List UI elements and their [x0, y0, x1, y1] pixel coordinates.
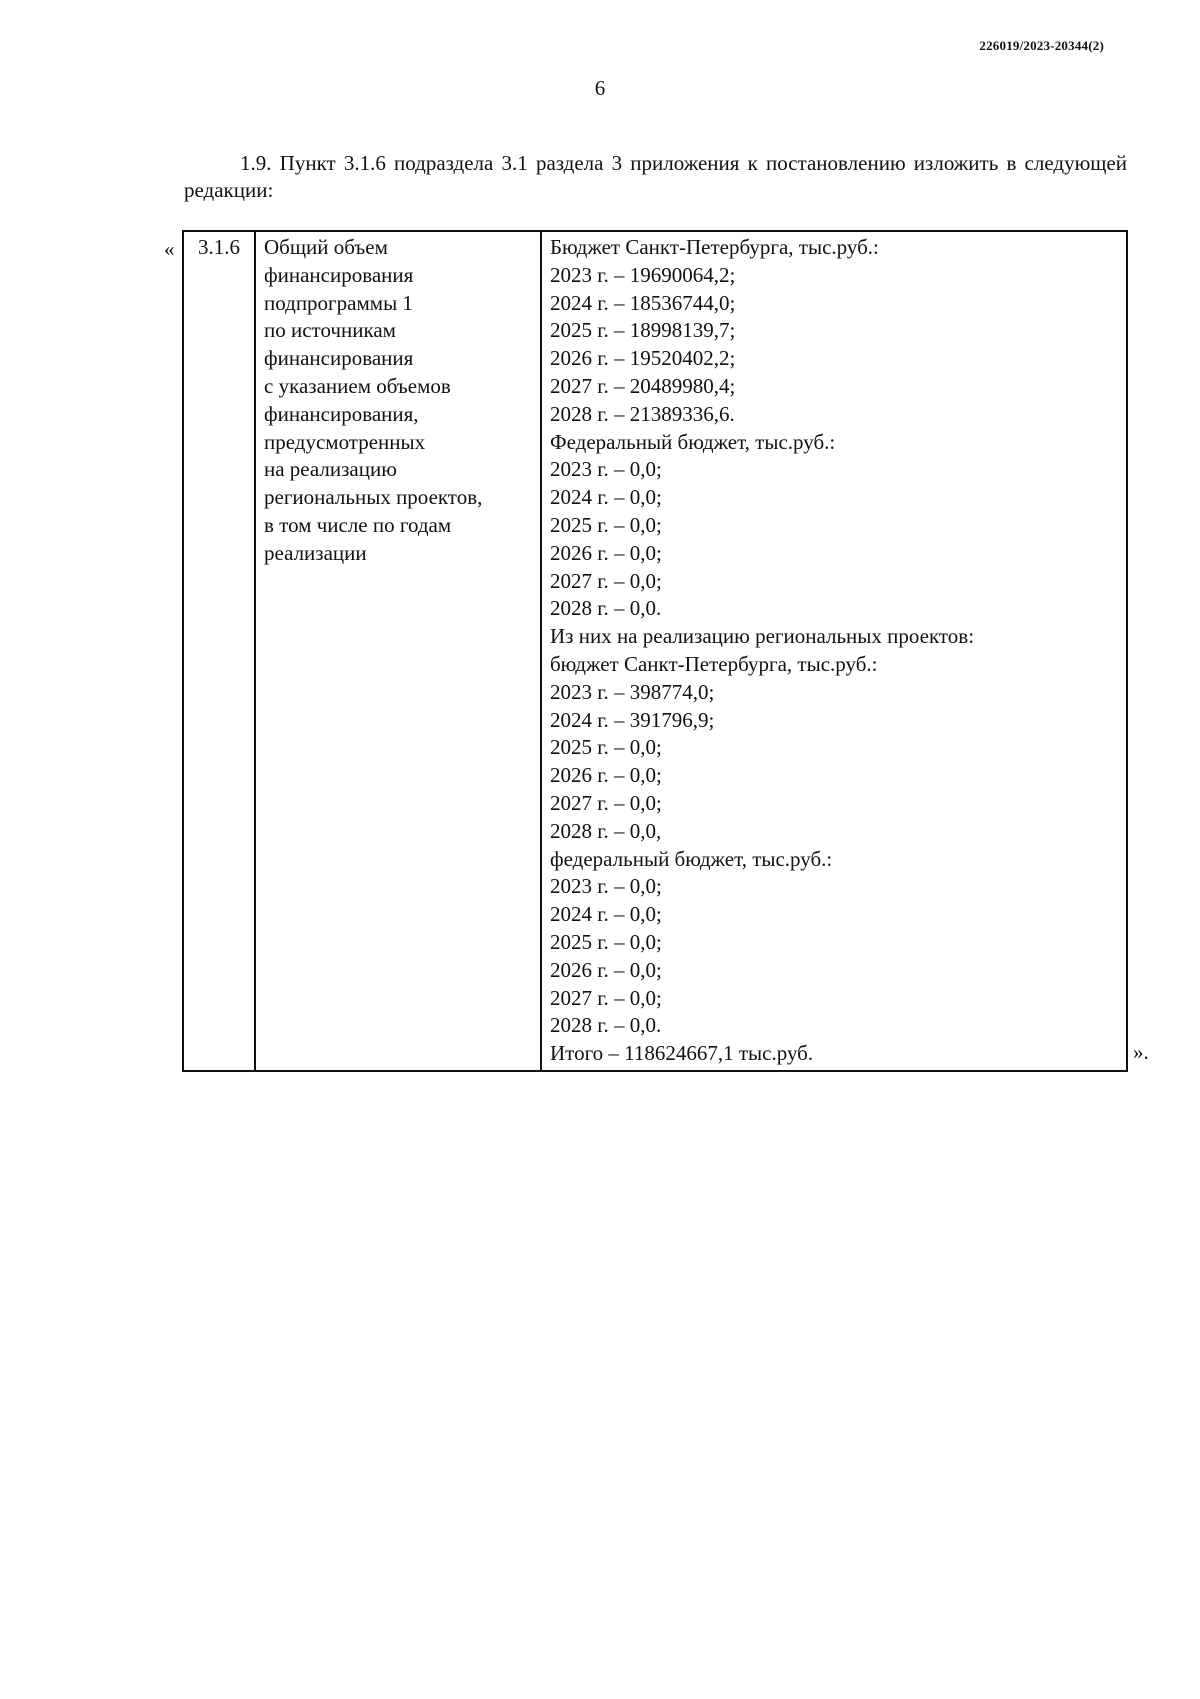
- description-line: финансирования: [264, 346, 414, 371]
- financing-value-line: 2024 г. – 18536744,0;: [550, 290, 736, 315]
- financing-value-line: 2027 г. – 0,0;: [550, 985, 662, 1010]
- financing-value-line: 2026 г. – 0,0;: [550, 957, 662, 982]
- description-line: на реализацию: [264, 457, 397, 482]
- financing-value-line: бюджет Санкт-Петербурга, тыс.руб.:: [550, 651, 878, 676]
- table-row: [183, 231, 1127, 1071]
- item-number: 3.1.6: [198, 235, 240, 259]
- financing-value-line: 2023 г. – 398774,0;: [550, 679, 715, 704]
- values-cell: [541, 231, 1127, 1071]
- financing-value-line: 2025 г. – 18998139,7;: [550, 318, 736, 343]
- financing-value-line: 2025 г. – 0,0;: [550, 735, 662, 760]
- description-line: подпрограммы 1: [264, 290, 413, 315]
- description-line: по источникам: [264, 318, 396, 343]
- description-line: реализации: [264, 540, 367, 565]
- financing-value-line: 2027 г. – 0,0;: [550, 790, 662, 815]
- description-line: Общий объем: [264, 235, 388, 259]
- document-registration-number: 226019/2023-20344(2): [979, 38, 1104, 53]
- financing-value-line: федеральный бюджет, тыс.руб.:: [550, 846, 833, 871]
- description-line: с указанием объемов: [264, 373, 451, 398]
- description-line: финансирования: [264, 262, 414, 287]
- financing-value-line: 2023 г. – 0,0;: [550, 874, 662, 899]
- financing-value-line: 2024 г. – 391796,9;: [550, 707, 715, 732]
- description-cell: [255, 231, 541, 1071]
- financing-value-line: 2028 г. – 0,0,: [550, 818, 662, 843]
- financing-value-line: 2028 г. – 21389336,6.: [550, 401, 735, 426]
- closing-quote-mark: ».: [1133, 1040, 1149, 1064]
- financing-value-line: 2027 г. – 0,0;: [550, 568, 662, 593]
- financing-value-line: 2028 г. – 0,0.: [550, 596, 662, 621]
- description-line: финансирования,: [264, 401, 419, 426]
- financing-value-line: 2028 г. – 0,0.: [550, 1013, 662, 1038]
- opening-quote-mark: «: [164, 237, 175, 261]
- financing-value-line: 2023 г. – 0,0;: [550, 457, 662, 482]
- financing-value-line: 2025 г. – 0,0;: [550, 512, 662, 537]
- item-number-cell: [183, 231, 255, 1071]
- financing-table: [182, 230, 1128, 1072]
- financing-value-line: 2024 г. – 0,0;: [550, 902, 662, 927]
- financing-value-line: 2026 г. – 0,0;: [550, 763, 662, 788]
- description-line: в том числе по годам: [264, 512, 452, 537]
- description-line: региональных проектов,: [264, 485, 483, 510]
- financing-value-line: 2026 г. – 0,0;: [550, 540, 662, 565]
- financing-value-line: 2026 г. – 19520402,2;: [550, 346, 736, 371]
- financing-value-line: Федеральный бюджет, тыс.руб.:: [550, 429, 836, 454]
- financing-value-line: Итого – 118624667,1 тыс.руб.: [550, 1041, 814, 1066]
- financing-value-line: Из них на реализацию региональных проектов:: [550, 624, 975, 649]
- financing-value-line: 2024 г. – 0,0;: [550, 485, 662, 510]
- financing-value-line: 2025 г. – 0,0;: [550, 929, 662, 954]
- financing-value-line: 2023 г. – 19690064,2;: [550, 262, 736, 287]
- page-number: 6: [594, 76, 606, 100]
- financing-value-line: 2027 г. – 20489980,4;: [550, 373, 736, 398]
- financing-value-line: Бюджет Санкт-Петербурга, тыс.руб.:: [550, 235, 879, 259]
- description-line: предусмотренных: [264, 429, 426, 454]
- amendment-paragraph: 1.9. Пункт 3.1.6 подраздела 3.1 раздела 3 приложения к постановлению изложить в следующей редакции:: [184, 151, 1127, 202]
